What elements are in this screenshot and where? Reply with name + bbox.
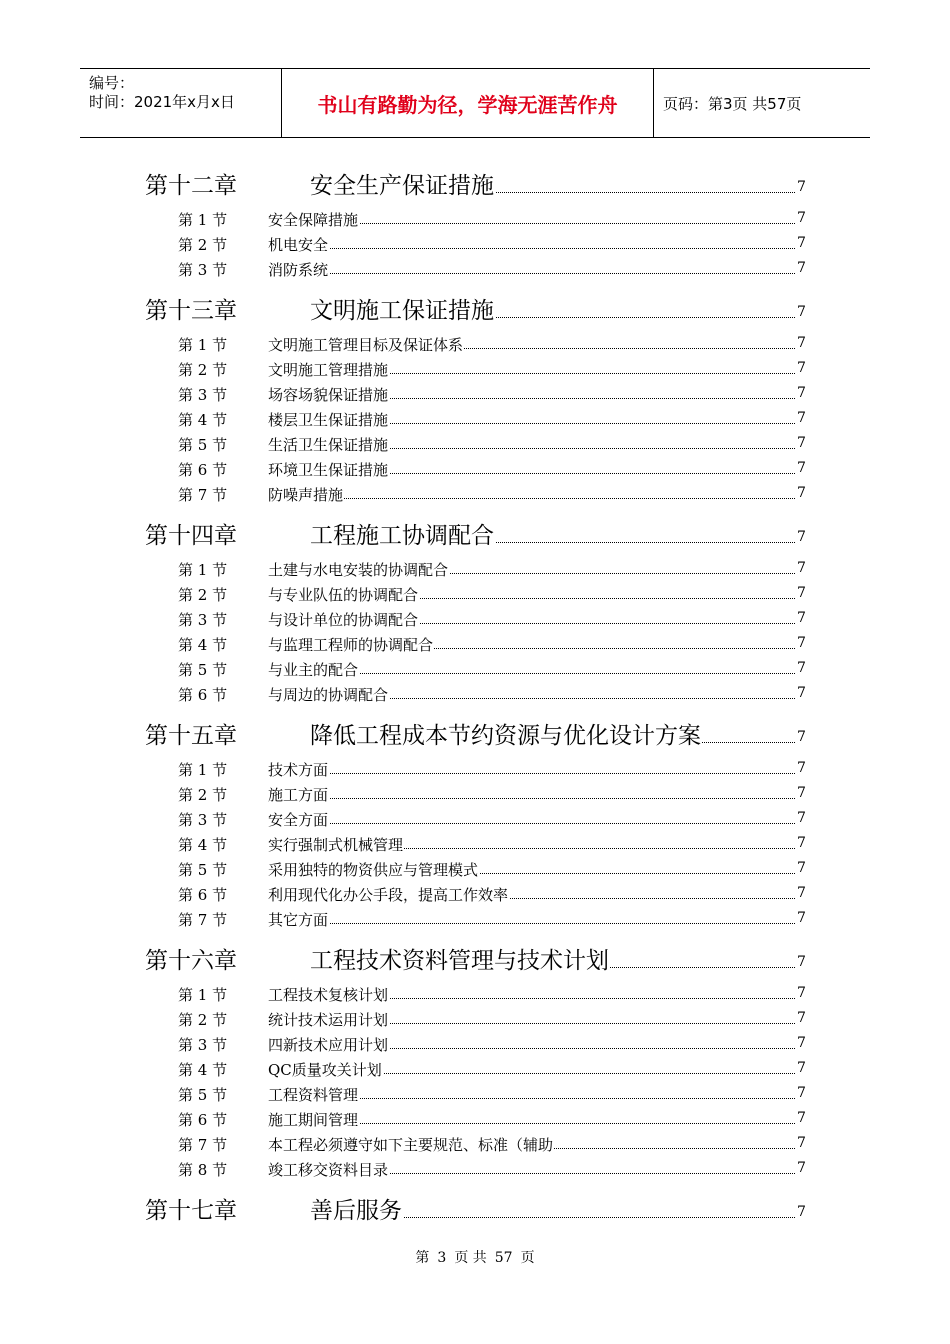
section-page-number: 7 [797, 560, 806, 576]
section-page-number: 7 [797, 885, 806, 901]
section-number: 第 3 节 [178, 611, 228, 629]
section-page-number: 7 [797, 485, 806, 501]
chapter-row [0, 292, 950, 325]
section-title: 文明施工管理目标及保证体系 [268, 336, 464, 354]
section-title: 生活卫生保证措施 [268, 436, 389, 454]
section-title: 利用现代化办公手段，提高工作效率 [268, 886, 509, 904]
section-page-number: 7 [797, 385, 806, 401]
footer-current-page: 3 [437, 1250, 447, 1266]
section-title: 与设计单位的协调配合 [268, 611, 419, 629]
section-page-number: 7 [797, 360, 806, 376]
section-number: 第 1 节 [178, 761, 228, 779]
section-number: 第 3 节 [178, 1036, 228, 1054]
section-title: 场容场貌保证措施 [268, 386, 389, 404]
section-row [0, 334, 950, 359]
section-number: 第 7 节 [178, 1136, 228, 1154]
chapter-title: 善后服务 [310, 1192, 403, 1225]
page-footer [0, 1247, 950, 1267]
section-row [0, 484, 950, 509]
dot-leader [268, 273, 795, 274]
section-page-number: 7 [797, 685, 806, 701]
section-title: 与业主的配合 [268, 661, 359, 679]
section-title: 其它方面 [268, 911, 329, 929]
section-number: 第 4 节 [178, 636, 228, 654]
section-page-number: 7 [797, 635, 806, 651]
section-number: 第 3 节 [178, 811, 228, 829]
chapter-row [0, 717, 950, 750]
chapter-row [0, 167, 950, 200]
section-row [0, 1009, 950, 1034]
section-title: 统计技术运用计划 [268, 1011, 389, 1029]
section-page-number: 7 [797, 1160, 806, 1176]
section-page-number: 7 [797, 260, 806, 276]
section-row [0, 884, 950, 909]
section-number: 第 2 节 [178, 1011, 228, 1029]
dot-leader [268, 248, 795, 249]
section-row [0, 234, 950, 259]
section-row [0, 1159, 950, 1184]
section-page-number: 7 [797, 1035, 806, 1051]
section-page-number: 7 [797, 335, 806, 351]
section-number: 第 3 节 [178, 386, 228, 404]
section-page-number: 7 [797, 985, 806, 1001]
section-page-number: 7 [797, 1060, 806, 1076]
chapter-page-number: 7 [797, 529, 806, 545]
section-row [0, 409, 950, 434]
section-number: 第 1 节 [178, 561, 228, 579]
section-row [0, 684, 950, 709]
dot-leader [268, 773, 795, 774]
chapter-number: 第十六章 [145, 948, 237, 974]
section-row [0, 459, 950, 484]
section-number: 第 5 节 [178, 436, 228, 454]
section-title: 与周边的协调配合 [268, 686, 389, 704]
dot-leader [268, 498, 795, 499]
section-title: 采用独特的物资供应与管理模式 [268, 861, 479, 879]
section-row [0, 584, 950, 609]
section-row [0, 559, 950, 584]
section-number: 第 8 节 [178, 1161, 228, 1179]
chapter-page-number: 7 [797, 954, 806, 970]
section-number: 第 6 节 [178, 1111, 228, 1129]
section-row [0, 809, 950, 834]
section-title: 楼层卫生保证措施 [268, 411, 389, 429]
section-title: 工程资料管理 [268, 1086, 359, 1104]
section-title: 实行强制式机械管理 [268, 836, 404, 854]
section-row [0, 759, 950, 784]
section-number: 第 1 节 [178, 211, 228, 229]
section-page-number: 7 [797, 410, 806, 426]
chapter-number: 第十四章 [145, 523, 237, 549]
section-row [0, 784, 950, 809]
section-page-number: 7 [797, 910, 806, 926]
section-title: 文明施工管理措施 [268, 361, 389, 379]
section-row [0, 209, 950, 234]
section-title: QC质量攻关计划 [268, 1061, 382, 1079]
section-title: 防噪声措施 [268, 486, 344, 504]
section-number: 第 3 节 [178, 261, 228, 279]
section-title: 土建与水电安装的协调配合 [268, 561, 449, 579]
dot-leader [268, 923, 795, 924]
section-number: 第 2 节 [178, 361, 228, 379]
chapter-number: 第十五章 [145, 723, 237, 749]
section-number: 第 2 节 [178, 586, 228, 604]
section-row [0, 434, 950, 459]
section-number: 第 2 节 [178, 236, 228, 254]
section-number: 第 6 节 [178, 461, 228, 479]
section-number: 第 7 节 [178, 486, 228, 504]
section-row [0, 659, 950, 684]
section-number: 第 5 节 [178, 1086, 228, 1104]
section-row [0, 259, 950, 284]
chapter-page-number: 7 [797, 304, 806, 320]
section-number: 第 1 节 [178, 336, 228, 354]
section-number: 第 5 节 [178, 861, 228, 879]
section-number: 第 4 节 [178, 836, 228, 854]
document-code-label: 编号： [89, 74, 135, 92]
section-page-number: 7 [797, 460, 806, 476]
chapter-page-number: 7 [797, 729, 806, 745]
section-page-number: 7 [797, 785, 806, 801]
section-row [0, 834, 950, 859]
section-number: 第 2 节 [178, 786, 228, 804]
section-title: 四新技术应用计划 [268, 1036, 389, 1054]
section-title: 技术方面 [268, 761, 329, 779]
section-page-number: 7 [797, 210, 806, 226]
chapter-page-number: 7 [797, 1204, 806, 1220]
section-page-number: 7 [797, 835, 806, 851]
chapter-number: 第十三章 [145, 298, 237, 324]
section-number: 第 6 节 [178, 886, 228, 904]
chapter-page-number: 7 [797, 179, 806, 195]
chapter-title: 工程施工协调配合 [310, 517, 495, 550]
section-page-number: 7 [797, 435, 806, 451]
section-page-number: 7 [797, 1010, 806, 1026]
section-row [0, 1059, 950, 1084]
chapter-number: 第十七章 [145, 1198, 237, 1224]
footer-mid: 页 共 [454, 1250, 487, 1266]
section-title: 竣工移交资料目录 [268, 1161, 389, 1179]
chapter-title: 工程技术资料管理与技术计划 [310, 942, 610, 975]
section-row [0, 359, 950, 384]
section-page-number: 7 [797, 235, 806, 251]
section-page-number: 7 [797, 610, 806, 626]
section-number: 第 5 节 [178, 661, 228, 679]
section-page-number: 7 [797, 1085, 806, 1101]
section-number: 第 7 节 [178, 911, 228, 929]
section-number: 第 4 节 [178, 411, 228, 429]
chapter-row [0, 1192, 950, 1225]
section-title: 消防系统 [268, 261, 329, 279]
section-title: 环境卫生保证措施 [268, 461, 389, 479]
header-page-label: 页码：第3页 共57页 [663, 94, 802, 113]
dot-leader [268, 823, 795, 824]
section-row [0, 1034, 950, 1059]
section-title: 施工期间管理 [268, 1111, 359, 1129]
section-title: 本工程必须遵守如下主要规范、标准（辅助 [268, 1136, 554, 1154]
section-title: 与专业队伍的协调配合 [268, 586, 419, 604]
chapter-title: 文明施工保证措施 [310, 292, 495, 325]
section-page-number: 7 [797, 660, 806, 676]
chapter-title: 安全生产保证措施 [310, 167, 495, 200]
footer-prefix: 第 [415, 1250, 430, 1266]
chapter-row [0, 942, 950, 975]
footer-suffix: 页 [520, 1250, 535, 1266]
section-row [0, 1134, 950, 1159]
section-number: 第 4 节 [178, 1061, 228, 1079]
section-title: 与监理工程师的协调配合 [268, 636, 434, 654]
section-row [0, 609, 950, 634]
dot-leader [268, 798, 795, 799]
section-row [0, 909, 950, 934]
section-row [0, 859, 950, 884]
chapter-row [0, 517, 950, 550]
section-page-number: 7 [797, 585, 806, 601]
section-page-number: 7 [797, 1110, 806, 1126]
section-page-number: 7 [797, 760, 806, 776]
section-title: 安全保障措施 [268, 211, 359, 229]
header-motto: 书山有路勤为径，学海无涯苦作舟 [282, 69, 654, 137]
chapter-title: 降低工程成本节约资源与优化设计方案 [310, 717, 702, 750]
section-number: 第 6 节 [178, 686, 228, 704]
section-row [0, 384, 950, 409]
section-row [0, 1084, 950, 1109]
footer-total-pages: 57 [494, 1250, 513, 1266]
section-title: 机电安全 [268, 236, 329, 254]
section-title: 施工方面 [268, 786, 329, 804]
section-title: 工程技术复核计划 [268, 986, 389, 1004]
section-number: 第 1 节 [178, 986, 228, 1004]
section-page-number: 7 [797, 860, 806, 876]
section-title: 安全方面 [268, 811, 329, 829]
chapter-number: 第十二章 [145, 173, 237, 199]
section-row [0, 984, 950, 1009]
section-page-number: 7 [797, 1135, 806, 1151]
section-page-number: 7 [797, 810, 806, 826]
document-time-label: 时间：2021年x月x日 [89, 93, 235, 111]
section-row [0, 634, 950, 659]
section-row [0, 1109, 950, 1134]
